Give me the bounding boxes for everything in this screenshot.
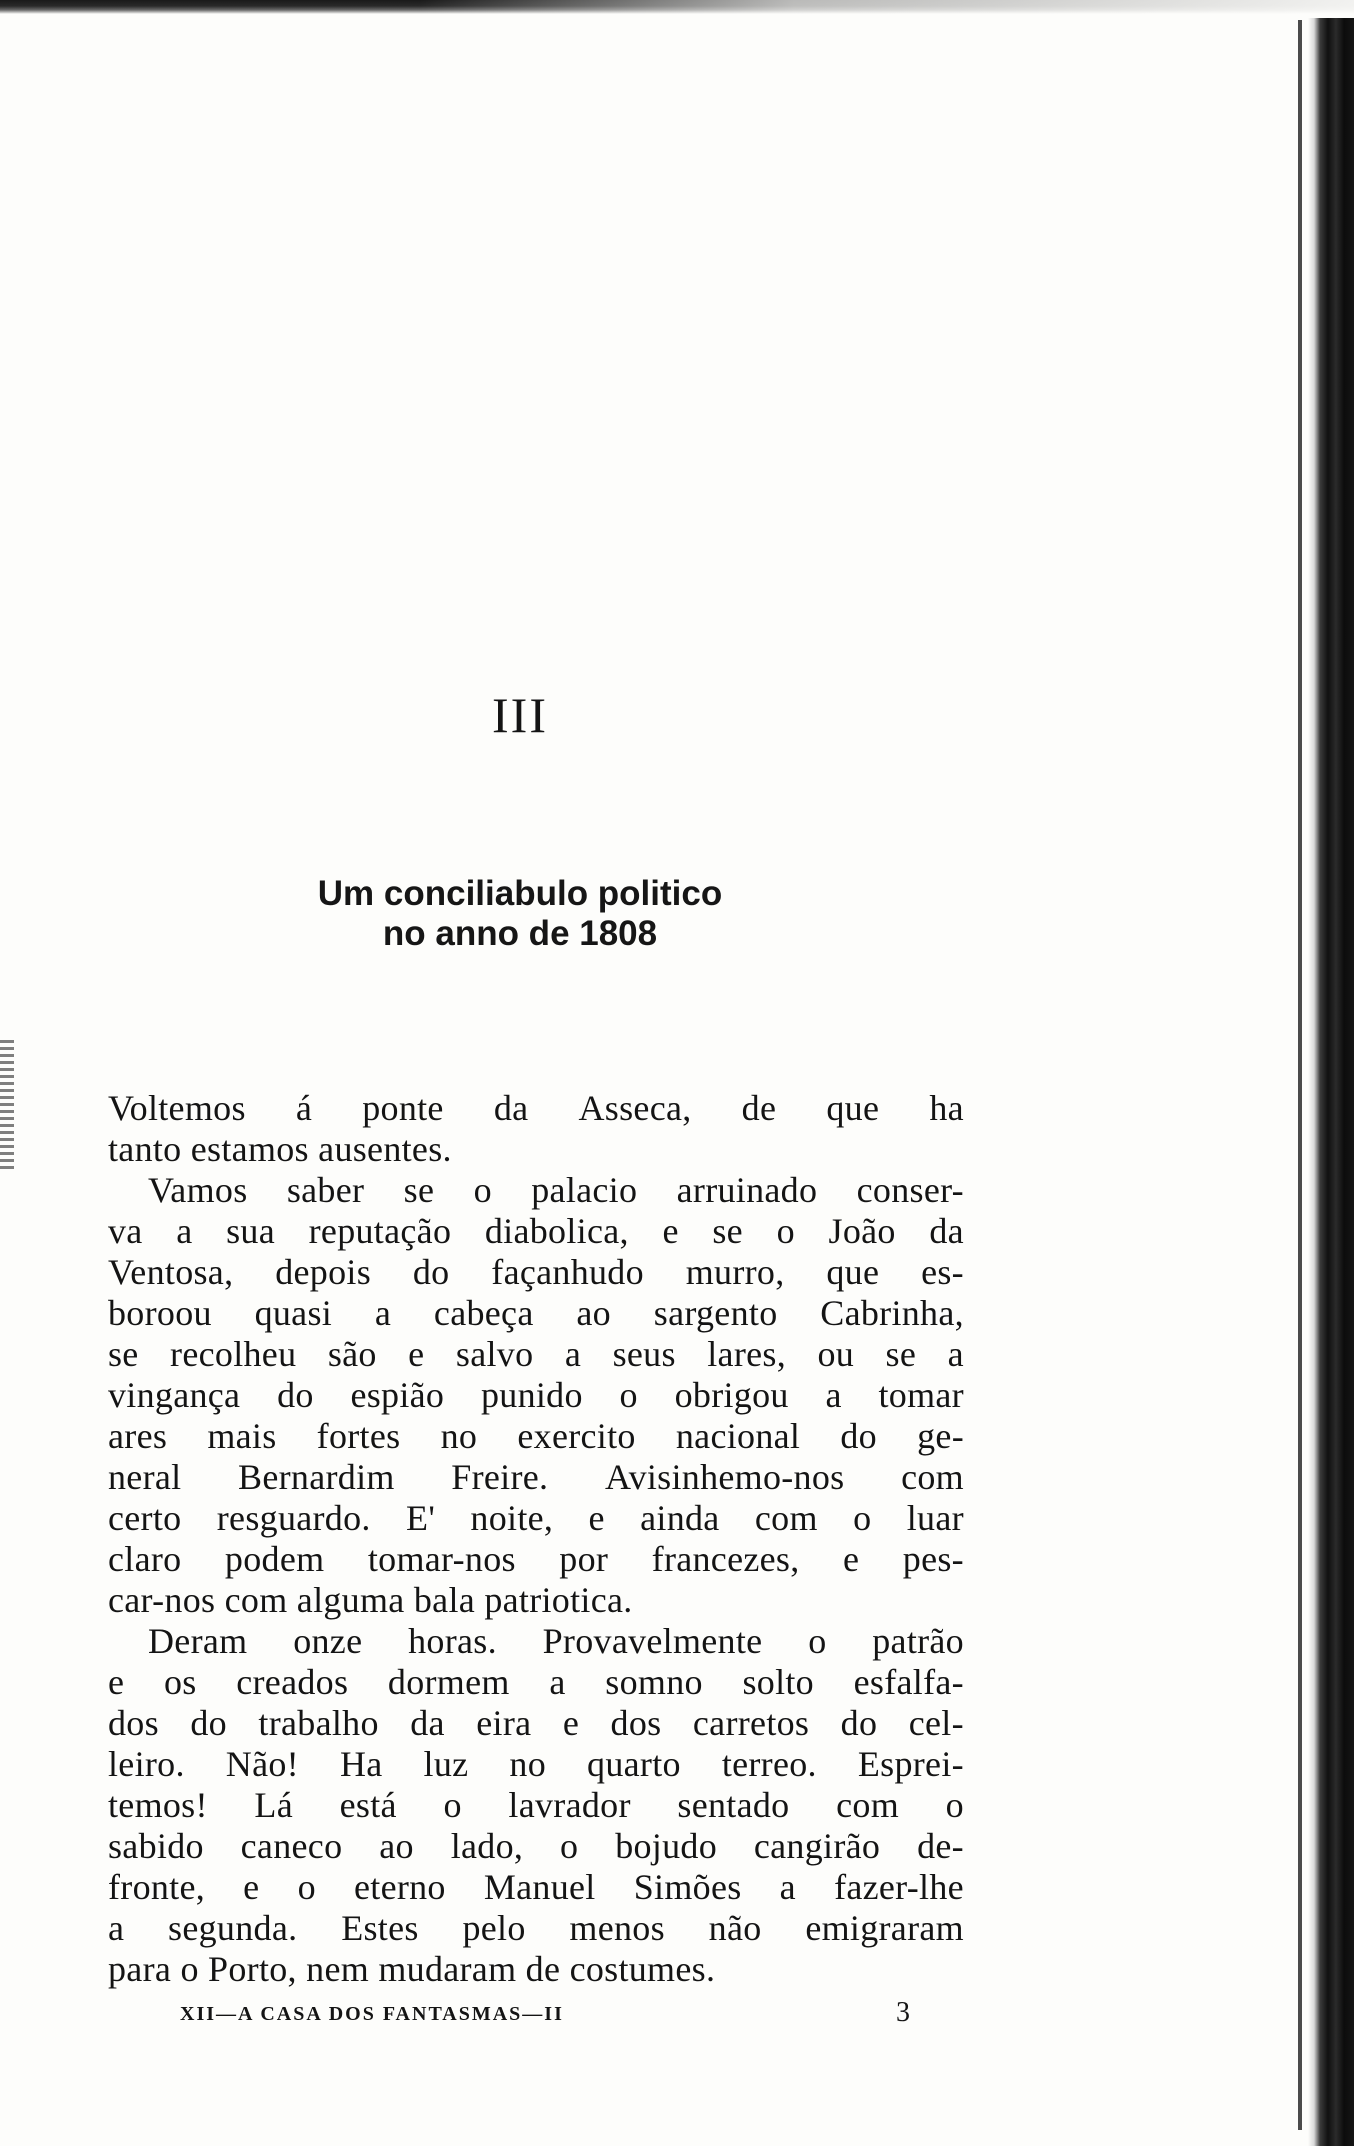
text-line: temos! Lá está o lavrador sentado com o: [108, 1785, 964, 1825]
text-line: Voltemos á ponte da Asseca, de que ha: [108, 1088, 964, 1128]
scan-right-edge-line: [1298, 20, 1302, 2130]
text-line: certo resguardo. E' noite, e ainda com o luar: [108, 1498, 964, 1538]
text-line: tanto estamos ausentes.: [108, 1129, 452, 1169]
chapter-number: III: [492, 687, 548, 743]
scan-top-edge-fade: [420, 0, 1354, 14]
text-line: dos do trabalho da eira e dos carretos do cel-: [108, 1703, 964, 1743]
text-line: ares mais fortes no exercito nacional do ge-: [108, 1416, 964, 1456]
text-line: vingança do espião punido o obrigou a tomar: [108, 1375, 964, 1415]
text-line: neral Bernardim Freire. Avisinhemo-nos com: [108, 1457, 964, 1497]
text-line: Deram onze horas. Provavelmente o patrão: [148, 1621, 964, 1661]
text-line: a segunda. Estes pelo menos não emigraram: [108, 1908, 964, 1948]
chapter-title: [0, 874, 1040, 954]
scan-left-speck: [0, 1040, 14, 1170]
text-line: Ventosa, depois do façanhudo murro, que es-: [108, 1252, 964, 1292]
sheet-number: 3: [896, 1997, 910, 2028]
text-line: fronte, e o eterno Manuel Simões a fazer-lhe: [108, 1867, 964, 1907]
text-line: va a sua reputação diabolica, e se o João da: [108, 1211, 964, 1251]
body-text: [108, 1088, 964, 1990]
text-line: car-nos com alguma bala patriotica.: [108, 1580, 633, 1620]
text-line: se recolheu são e salvo a seus lares, ou se a: [108, 1334, 964, 1374]
page-footer: [180, 1997, 910, 2033]
scan-right-edge: [1308, 18, 1354, 2146]
chapter-title-line: Um conciliabulo politico: [317, 874, 723, 913]
chapter-title-line: no anno de 1808: [382, 914, 658, 953]
text-line: Vamos saber se o palacio arruinado conser-: [148, 1170, 964, 1210]
text-line: e os creados dormem a somno solto esfalfa-: [108, 1662, 964, 1702]
printer-signature: XII—A CASA DOS FANTASMAS—II: [180, 2003, 564, 2025]
text-line: claro podem tomar-nos por francezes, e pes-: [108, 1539, 964, 1579]
text-line: leiro. Não! Ha luz no quarto terreo. Esprei-: [108, 1744, 964, 1784]
text-line: sabido caneco ao lado, o bojudo cangirão de-: [108, 1826, 964, 1866]
text-line: boroou quasi a cabeça ao sargento Cabrinha,: [108, 1293, 964, 1333]
text-line: para o Porto, nem mudaram de costumes.: [108, 1949, 716, 1989]
